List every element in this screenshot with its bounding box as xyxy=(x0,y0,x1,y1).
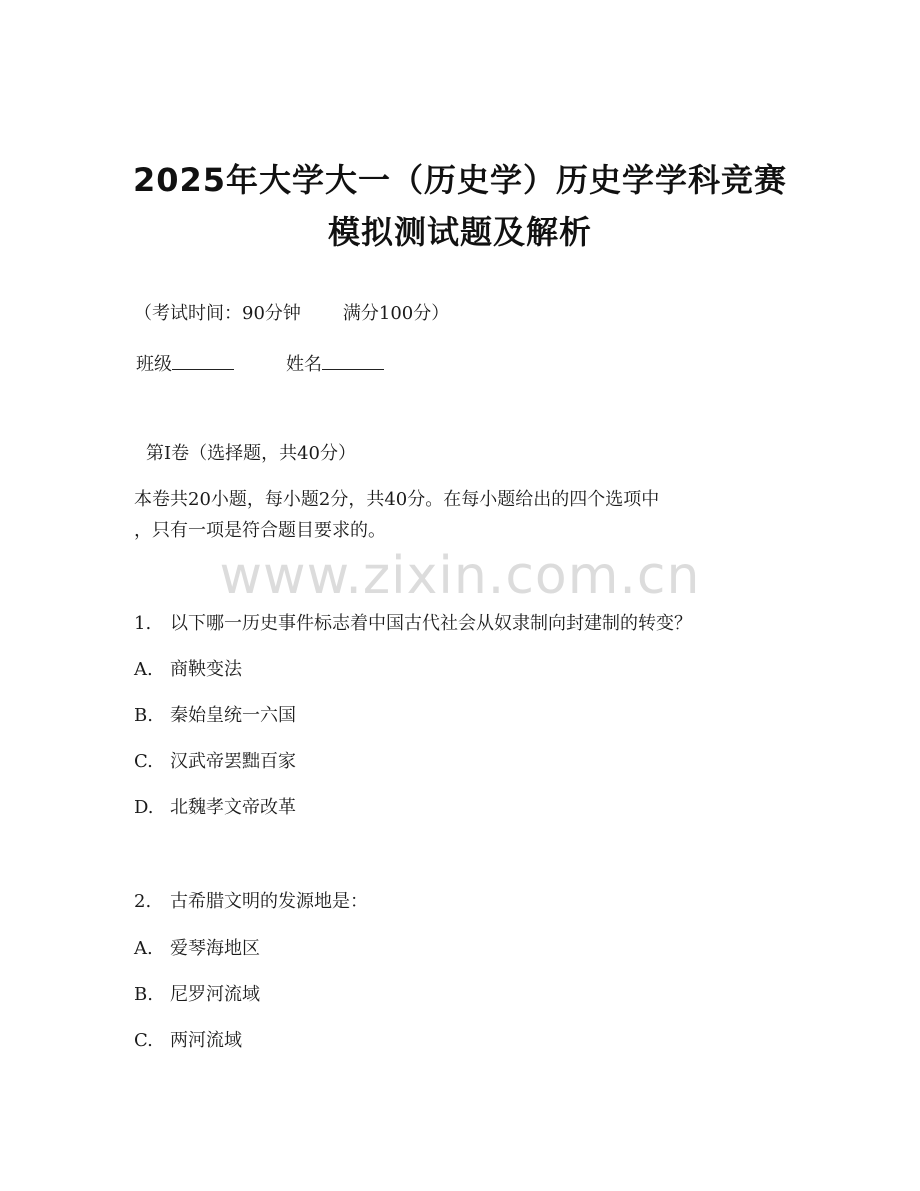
exam-info xyxy=(134,302,449,326)
exam-time: （考试时间：90分钟 xyxy=(134,303,301,324)
option-letter: A. xyxy=(134,938,153,959)
question-text: 古希腊文明的发源地是： xyxy=(170,891,368,912)
option-letter: D. xyxy=(134,797,154,818)
option-text: 两河流域 xyxy=(170,1030,242,1051)
full-score: 满分100分） xyxy=(342,303,450,324)
question-1 xyxy=(134,612,692,636)
name-blank[interactable] xyxy=(322,351,384,370)
question-1-option-d xyxy=(134,796,296,820)
option-text: 汉武帝罢黜百家 xyxy=(170,751,296,772)
question-1-option-a xyxy=(134,658,242,682)
option-letter: C. xyxy=(134,751,153,772)
class-label: 班级 xyxy=(136,354,172,375)
name-label: 姓名 xyxy=(286,354,322,375)
option-letter: C. xyxy=(134,1030,153,1051)
question-number: 2. xyxy=(134,891,152,912)
option-text: 爱琴海地区 xyxy=(170,938,260,959)
class-blank[interactable] xyxy=(172,351,234,370)
option-letter: A. xyxy=(134,659,153,680)
watermark: www.zixin.com.cn xyxy=(219,546,701,606)
question-2 xyxy=(134,890,368,914)
option-letter: B. xyxy=(134,705,153,726)
question-2-option-c xyxy=(134,1029,242,1053)
student-fields xyxy=(136,351,384,377)
section-heading: 第Ⅰ卷（选择题，共40分） xyxy=(146,443,357,464)
document-title-line-2: 模拟测试题及解析 xyxy=(327,213,592,251)
option-text: 秦始皇统一六国 xyxy=(170,705,296,726)
instructions-line-1: 本卷共20小题，每小题2分，共40分。在每小题给出的四个选项中 xyxy=(134,489,660,510)
option-text: 商鞅变法 xyxy=(170,659,242,680)
question-text: 以下哪一历史事件标志着中国古代社会从奴隶制向封建制的转变？ xyxy=(170,613,692,634)
option-text: 尼罗河流域 xyxy=(170,984,260,1005)
instructions-line-2: ，只有一项是符合题目要求的。 xyxy=(134,520,386,541)
question-1-option-c xyxy=(134,750,296,774)
option-letter: B. xyxy=(134,984,153,1005)
question-number: 1. xyxy=(134,613,152,634)
option-text: 北魏孝文帝改革 xyxy=(170,797,296,818)
question-2-option-b xyxy=(134,983,260,1007)
question-1-option-b xyxy=(134,704,296,728)
question-2-option-a xyxy=(134,937,260,961)
document-title-line-1: 2025年大学大一（历史学）历史学学科竞赛 xyxy=(132,161,788,199)
